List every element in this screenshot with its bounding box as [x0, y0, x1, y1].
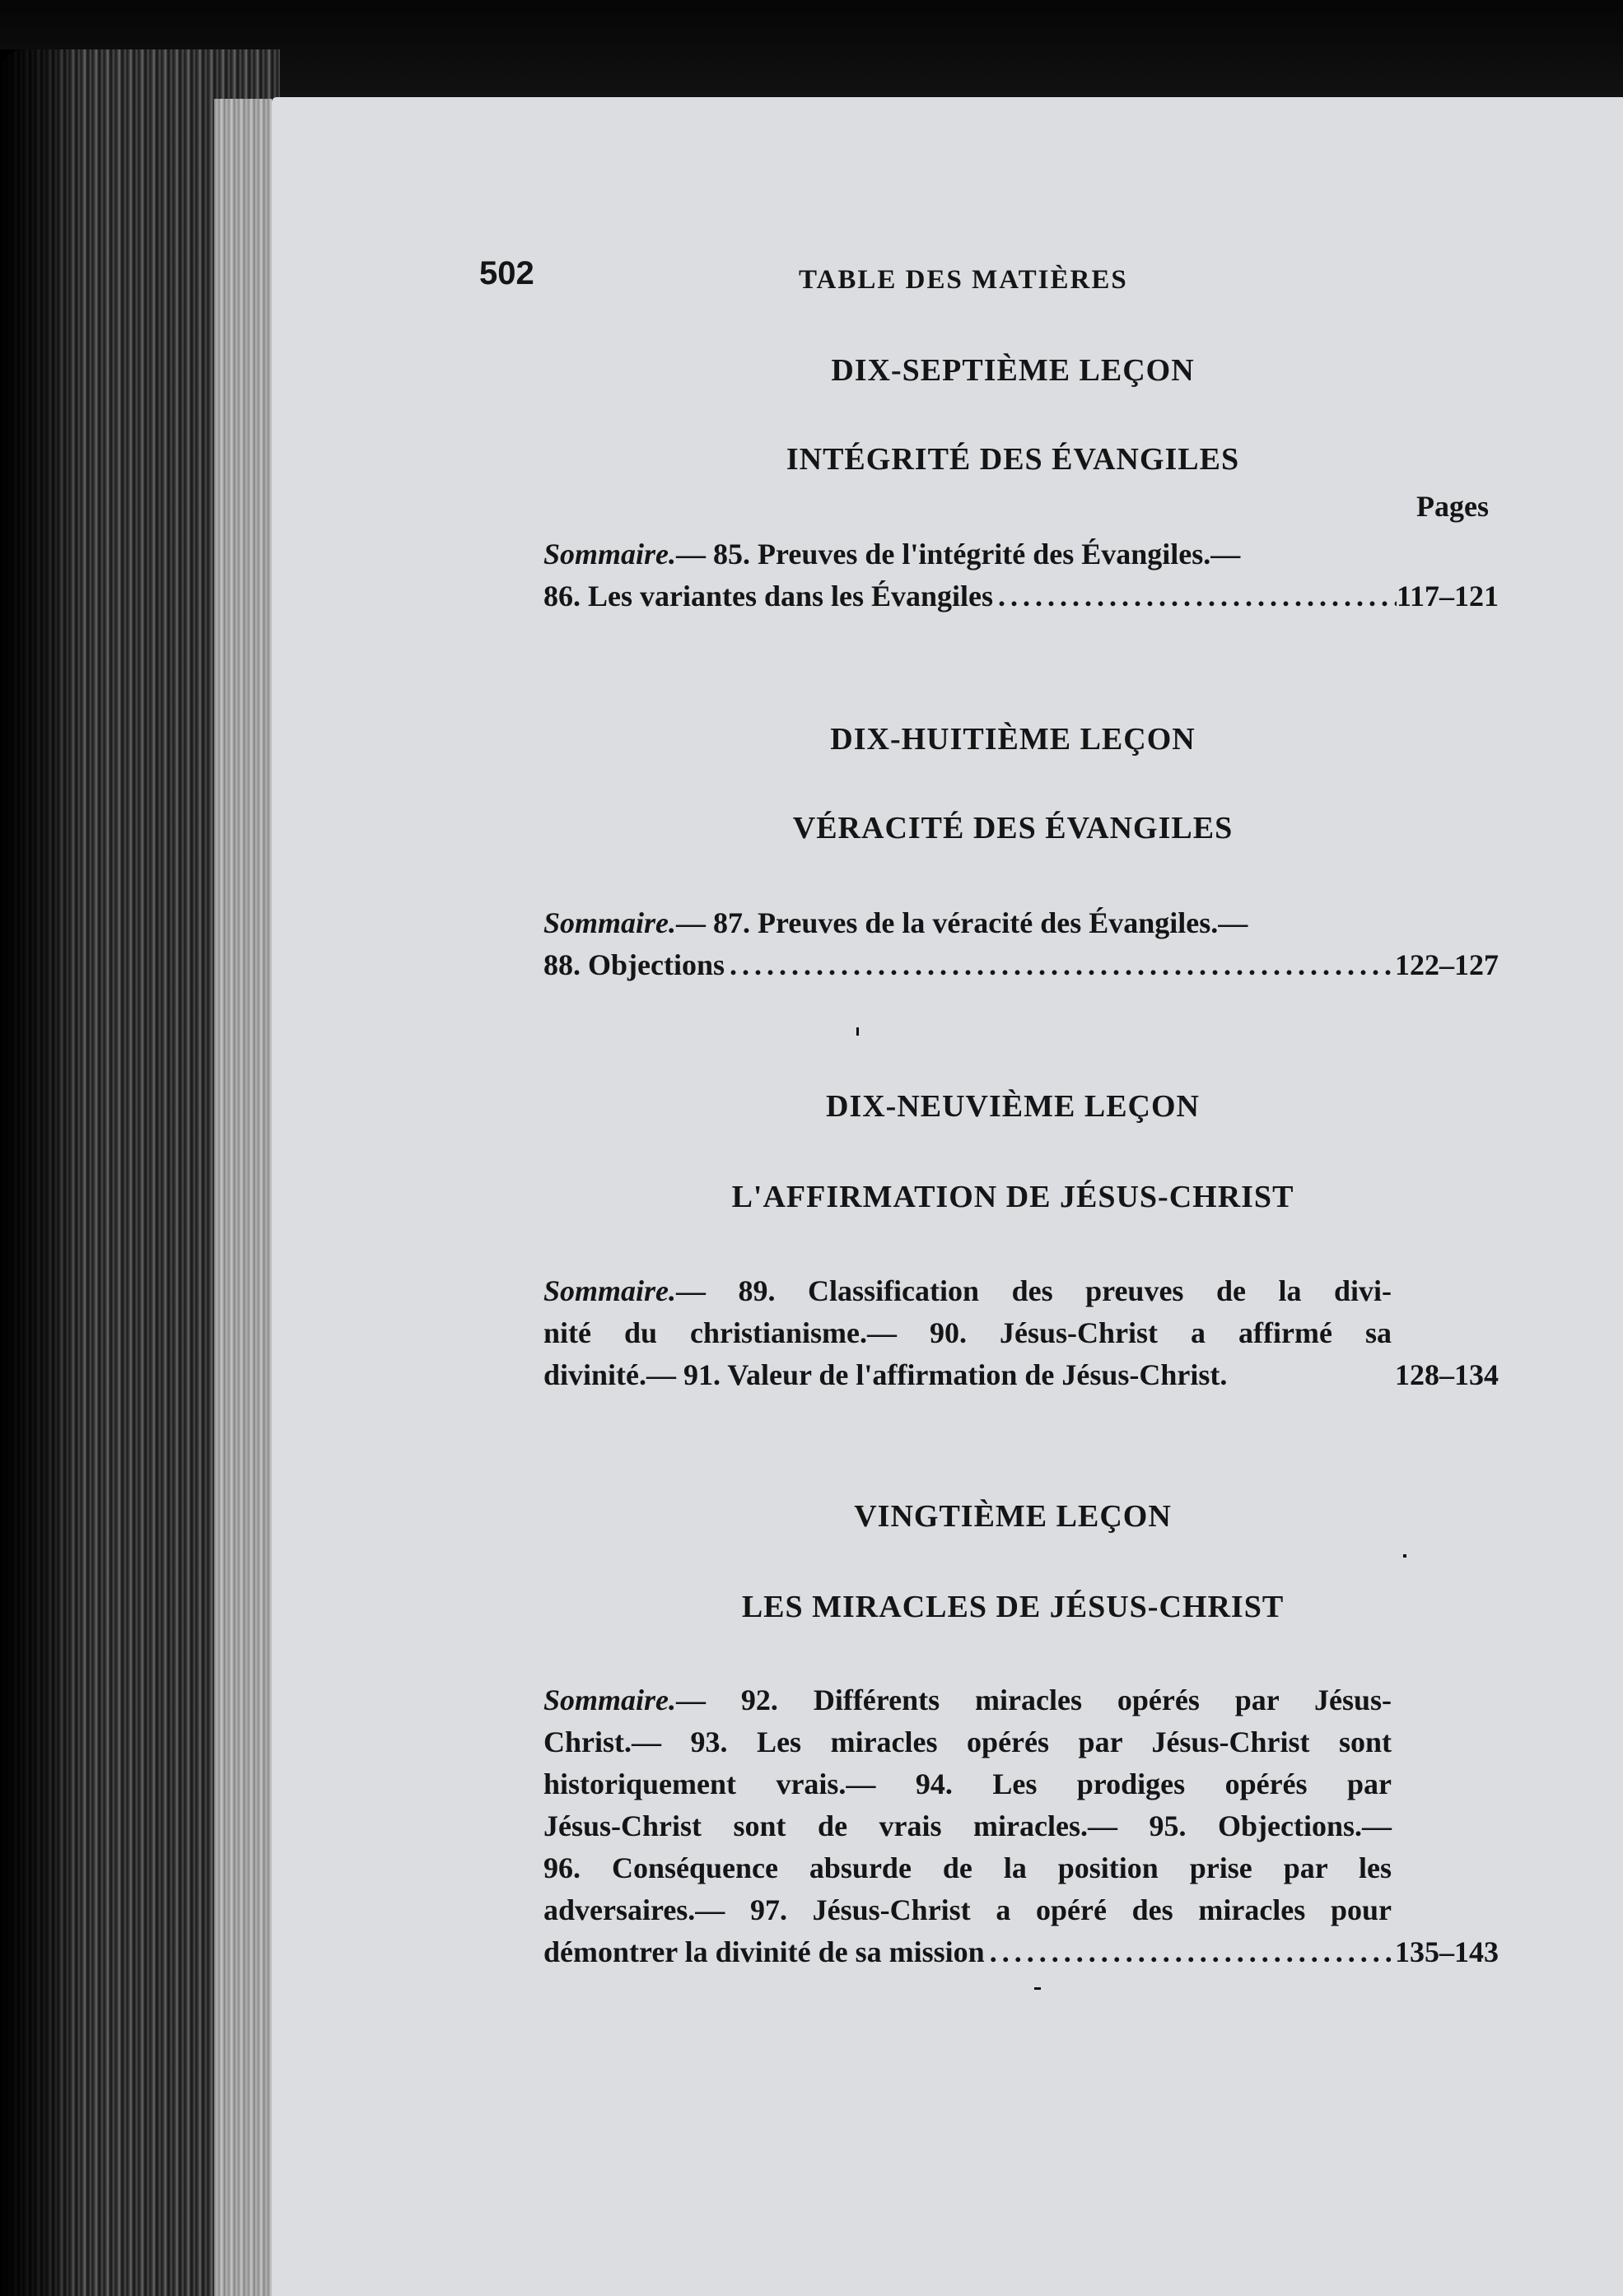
summary-line: [543, 1931, 1499, 1973]
dot-leader: [725, 944, 1395, 986]
lesson-summary-17: [543, 533, 1499, 617]
summary-line: [543, 1354, 1499, 1396]
summary-text: — 87. Preuves de la véracité des Évangiles.—: [676, 906, 1248, 939]
summary-text: Jésus-Christ sont de vrais miracles.— 95. Objections.—: [543, 1809, 1392, 1842]
summary-line: [543, 944, 1499, 986]
dot-leader: [985, 1931, 1395, 1973]
lesson-title-19: DIX-NEUVIÈME LEÇON: [826, 1089, 1200, 1124]
summary-lead: Sommaire.: [543, 1274, 677, 1307]
lesson-title-17: DIX-SEPTIÈME LEÇON: [831, 353, 1195, 388]
book-page-edge-strip: [214, 99, 272, 2296]
summary-line: [543, 902, 1499, 944]
summary-text: 96. Conséquence absurde de la position prise par les: [543, 1851, 1392, 1884]
scan-speck: [856, 1027, 859, 1036]
summary-text: — 89. Classification des preuves de la divi-: [676, 1274, 1392, 1307]
page-range: 135–143: [1395, 1935, 1499, 1968]
page-range: 128–134: [1395, 1358, 1499, 1391]
summary-lead: Sommaire.: [543, 538, 677, 571]
dot-leader: [993, 575, 1397, 617]
lesson-subtitle-18: VÉRACITÉ DES ÉVANGILES: [792, 811, 1234, 845]
scan-speck: [1403, 1554, 1406, 1558]
summary-text: divinité.— 91. Valeur de l'affirmation de Jésus-Christ.: [543, 1358, 1228, 1391]
summary-text: — 85. Preuves de l'intégrité des Évangiles.—: [676, 538, 1241, 571]
summary-line: [543, 575, 1499, 617]
lesson-summary-19: [543, 1270, 1499, 1396]
lesson-subtitle-20: LES MIRACLES DE JÉSUS-CHRIST: [741, 1590, 1285, 1624]
page-number: 502: [479, 255, 534, 291]
summary-line: [543, 1721, 1392, 1763]
page-range: 117–121: [1396, 580, 1499, 612]
lesson-subtitle-17: INTÉGRITÉ DES ÉVANGILES: [786, 442, 1240, 477]
summary-text: démontrer la divinité de sa mission: [543, 1935, 985, 1968]
summary-line: [543, 1763, 1392, 1805]
page-range: 122–127: [1395, 948, 1499, 981]
pages-column-label: Pages: [1416, 490, 1489, 523]
summary-text: — 92. Différents miracles opérés par Jésus-: [676, 1684, 1392, 1716]
lesson-summary-20: [543, 1679, 1499, 1973]
summary-line: [543, 1889, 1392, 1931]
scan-speck: [1034, 1987, 1041, 1990]
lesson-title-18: DIX-HUITIÈME LEÇON: [830, 722, 1196, 757]
summary-line: [543, 1312, 1392, 1354]
summary-line: [543, 1847, 1392, 1889]
lesson-subtitle-19: L'AFFIRMATION DE JÉSUS-CHRIST: [731, 1180, 1294, 1214]
summary-text: Christ.— 93. Les miracles opérés par Jésus-Christ sont: [543, 1725, 1392, 1758]
summary-lead: Sommaire.: [543, 906, 677, 939]
summary-line: [543, 1270, 1392, 1312]
summary-text: nité du christianisme.— 90. Jésus-Christ a affirmé sa: [543, 1316, 1392, 1349]
running-head: TABLE DES MATIÈRES: [799, 265, 1128, 295]
summary-line: [543, 1805, 1392, 1847]
lesson-title-20: VINGTIÈME LEÇON: [854, 1499, 1172, 1534]
summary-lead: Sommaire.: [543, 1684, 677, 1716]
lesson-summary-18: [543, 902, 1499, 986]
summary-line: [543, 533, 1499, 575]
summary-text: adversaires.— 97. Jésus-Christ a opéré des miracles pour: [543, 1893, 1392, 1926]
summary-text: 88. Objections: [543, 948, 725, 981]
summary-line: [543, 1679, 1392, 1721]
summary-text: 86. Les variantes dans les Évangiles: [543, 580, 994, 612]
summary-text: historiquement vrais.— 94. Les prodiges opérés par: [543, 1767, 1392, 1800]
